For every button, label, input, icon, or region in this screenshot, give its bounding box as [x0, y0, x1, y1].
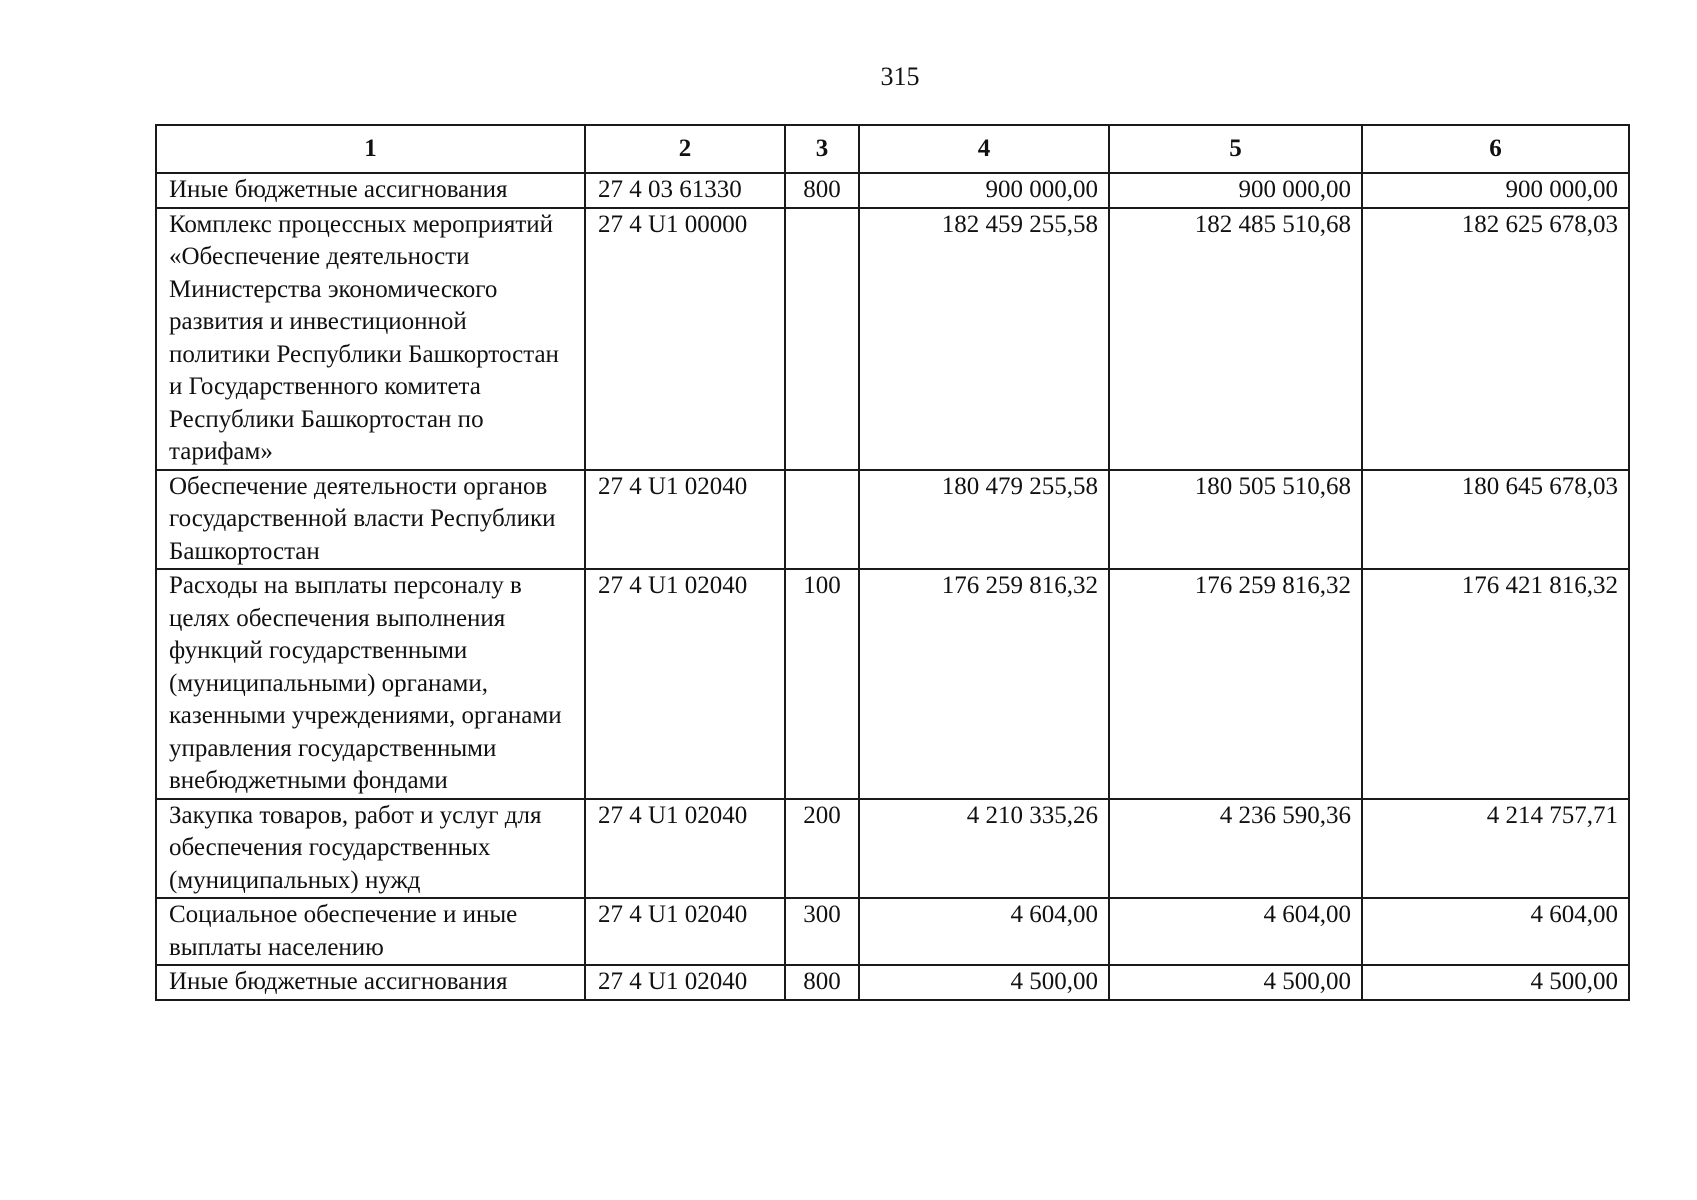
row-kind — [785, 470, 859, 570]
row-code: 27 4 U1 02040 — [585, 965, 785, 1000]
column-header-4: 4 — [859, 125, 1109, 173]
table-row — [156, 173, 1629, 208]
row-amount-6: 180 645 678,03 — [1362, 470, 1629, 570]
row-name: Обеспечение деятельности органов государственной власти Республики Башкортостан — [156, 470, 585, 570]
row-kind: 300 — [785, 898, 859, 965]
row-amount-6: 4 500,00 — [1362, 965, 1629, 1000]
row-amount-5: 176 259 816,32 — [1109, 569, 1362, 799]
row-amount-6: 176 421 816,32 — [1362, 569, 1629, 799]
row-kind: 800 — [785, 173, 859, 208]
row-name: Комплекс процессных мероприятий «Обеспечение деятельности Министерства экономического развития и инвестиционной политики Республики Башкортостан и Государственного комитета Республики Башкортостан по тарифам» — [156, 208, 585, 470]
row-amount-4: 182 459 255,58 — [859, 208, 1109, 470]
page-number: 315 — [880, 62, 920, 91]
column-header-2: 2 — [585, 125, 785, 173]
row-amount-4: 4 210 335,26 — [859, 799, 1109, 899]
row-code: 27 4 U1 02040 — [585, 898, 785, 965]
row-amount-4: 4 500,00 — [859, 965, 1109, 1000]
row-amount-4: 180 479 255,58 — [859, 470, 1109, 570]
row-code: 27 4 U1 02040 — [585, 569, 785, 799]
row-name: Расходы на выплаты персоналу в целях обеспечения выполнения функций государственными (муниципальными) органами, казенными учреждениями, органами управления государственными внебюджетными фондами — [156, 569, 585, 799]
row-amount-6: 4 214 757,71 — [1362, 799, 1629, 899]
row-kind: 200 — [785, 799, 859, 899]
table-row — [156, 470, 1629, 570]
row-name: Иные бюджетные ассигнования — [156, 965, 585, 1000]
row-amount-5: 180 505 510,68 — [1109, 470, 1362, 570]
row-amount-5: 182 485 510,68 — [1109, 208, 1362, 470]
column-header-3: 3 — [785, 125, 859, 173]
row-name: Иные бюджетные ассигнования — [156, 173, 585, 208]
table-row — [156, 799, 1629, 899]
row-amount-4: 176 259 816,32 — [859, 569, 1109, 799]
table-row — [156, 965, 1629, 1000]
row-code: 27 4 U1 00000 — [585, 208, 785, 470]
row-amount-5: 4 500,00 — [1109, 965, 1362, 1000]
row-amount-4: 4 604,00 — [859, 898, 1109, 965]
table-row — [156, 569, 1629, 799]
table-row — [156, 898, 1629, 965]
row-amount-6: 4 604,00 — [1362, 898, 1629, 965]
row-amount-5: 900 000,00 — [1109, 173, 1362, 208]
table-header-row — [156, 125, 1629, 173]
budget-table — [155, 124, 1630, 1001]
row-code: 27 4 U1 02040 — [585, 470, 785, 570]
row-name: Закупка товаров, работ и услуг для обеспечения государственных (муниципальных) нужд — [156, 799, 585, 899]
column-header-1: 1 — [156, 125, 585, 173]
row-kind: 100 — [785, 569, 859, 799]
column-header-6: 6 — [1362, 125, 1629, 173]
row-kind — [785, 208, 859, 470]
row-amount-6: 182 625 678,03 — [1362, 208, 1629, 470]
row-amount-5: 4 604,00 — [1109, 898, 1362, 965]
row-name: Социальное обеспечение и иные выплаты населению — [156, 898, 585, 965]
column-header-5: 5 — [1109, 125, 1362, 173]
row-amount-5: 4 236 590,36 — [1109, 799, 1362, 899]
table-row — [156, 208, 1629, 470]
row-amount-4: 900 000,00 — [859, 173, 1109, 208]
row-kind: 800 — [785, 965, 859, 1000]
row-code: 27 4 03 61330 — [585, 173, 785, 208]
row-amount-6: 900 000,00 — [1362, 173, 1629, 208]
row-code: 27 4 U1 02040 — [585, 799, 785, 899]
